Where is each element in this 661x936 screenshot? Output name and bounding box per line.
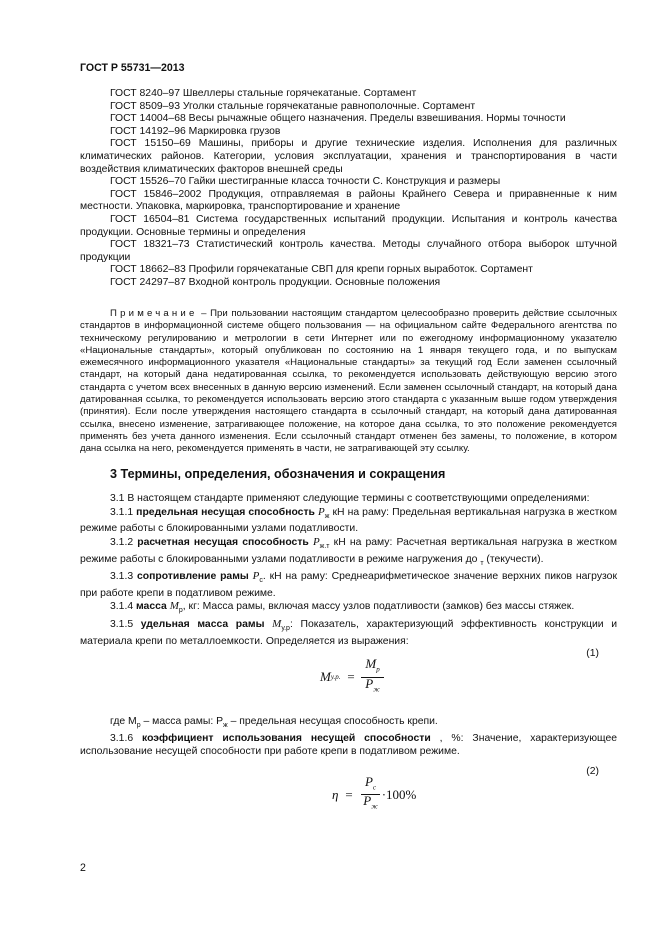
formula-lhs: М	[320, 668, 331, 684]
terms-body	[80, 493, 617, 828]
formula-fraction	[361, 658, 383, 695]
term-name: предельная несущая способность	[136, 506, 315, 518]
term-number: 3.1.5	[110, 619, 141, 631]
reference-list	[80, 88, 617, 290]
formula-1-where	[80, 716, 617, 733]
reference-item: ГОСТ 15846–2002 Продукция, отправляемая в районы Крайнего Севера и приравненные к ним местности. Упаковка, маркировка, транспортирование и хранение	[80, 188, 617, 213]
term-definition: кН на раму: Расчетная вертикальная нагрузка в жестком режиме работы с блокированными узлами податливости в режиме нагружения до	[80, 536, 617, 565]
reference-item: ГОСТ 8509–93 Уголки стальные горячекатаные равнополочные. Сортамент	[110, 100, 476, 112]
formula-2-expression	[332, 776, 416, 813]
denominator-symbol: Р	[365, 675, 374, 691]
note-label: Примечание	[110, 308, 198, 319]
where-mid: – масса рамы: Р	[140, 716, 224, 728]
reference-item: ГОСТ 8240–97 Швеллеры стальные горячекатаные. Сортамент	[110, 88, 417, 99]
term-definition: , кг: Масса рамы, включая массу узлов податливости (замков) без массы стяжек.	[182, 601, 575, 613]
reference-item: ГОСТ 14004–68 Весы рычажные общего назначения. Пределы взвешивания. Нормы точности	[110, 113, 566, 125]
reference-item: ГОСТ 18662–83 Профили горячекатаные СВП для крепи горных выработок. Сортамент	[110, 264, 533, 276]
reference-item: ГОСТ 24297–87 Входной контроль продукции. Основные положения	[110, 276, 441, 288]
term-name: коэффициент использования несущей способности	[142, 733, 431, 745]
formula-fraction	[359, 776, 381, 813]
term-symbol-sub: р	[178, 607, 183, 615]
formula-lhs-sub: у.р.	[330, 672, 341, 681]
term-definition-tail: (текучести).	[483, 553, 544, 565]
formula-denominator	[361, 675, 383, 696]
term-symbol-sub: т	[480, 559, 484, 567]
term-3-1-1	[80, 506, 617, 536]
where-sub: ж	[223, 722, 228, 730]
term-symbol: Р	[312, 535, 320, 548]
where-text: где М	[110, 716, 137, 728]
denominator-sub: ж	[373, 685, 380, 694]
term-number: 3.1.3	[110, 571, 137, 583]
numerator-sub: с	[372, 783, 376, 792]
page-number: 2	[80, 862, 86, 874]
numerator-sub: р	[376, 666, 380, 674]
formula-lhs: η	[332, 786, 339, 802]
term-name: расчетная несущая способность	[137, 536, 309, 548]
term-3-1-4	[80, 600, 617, 618]
reference-item: ГОСТ 15526–70 Гайки шестигранные класса точности С. Конструкция и размеры	[110, 176, 501, 188]
term-name: сопротивление рамы	[136, 571, 249, 583]
term-3-1-3	[80, 570, 617, 600]
term-number: 3.1.4	[110, 601, 136, 613]
term-symbol: М	[272, 618, 282, 631]
term-symbol-sub: с	[259, 577, 263, 585]
term-symbol-sub: у.р	[281, 625, 290, 633]
term-definition: , %: Значение, характеризующее использование несущей способности при работе крепи в податливом режиме.	[80, 733, 618, 757]
reference-item: ГОСТ 15150–69 Машины, приборы и другие технические изделия. Исполнения для различных климатических районов. Категории, условия эксплуатации, хранения и транспортирования в части воздействия климатических факторов внешней среды	[80, 138, 617, 175]
term-3-1-6	[80, 733, 617, 758]
reference-item: ГОСТ 16504–81 Система государственных испытаний продукции. Испытания и контроль качества продукции. Основные термины и определения	[80, 213, 617, 238]
term-name: масса	[136, 601, 167, 613]
formula-equals: =	[346, 668, 356, 684]
denominator-symbol: Р	[363, 793, 372, 809]
note-text: – При пользовании настоящим стандартом целесообразно проверить действие ссылочных стандартов в информационной системе общего пользования — на официальном сайте Федерального агентства по техническому регулированию и метрологии в сети Интернет или по ежегодному информационному указателю «Национальные стандарты», который опубликован по состоянию на 1 января текущего года, и по выпускам ежемесячного информационного указателя «Национальные стандарты» за текущий год Если заменен ссылочный стандарт, на который дана недатированная ссылка, то рекомендуется использовать действующую версию этого стандарта с учетом всех внесенных в данную версию изменений. Если заменен ссылочный стандарт, на который дана датированная ссылка, то рекомендуется использовать версию этого стандарта с указанным выше годом утверждения (принятия). Если после утверждения настоящего стандарта в ссылочный стандарт, на который дана датированная ссылка, внесено изменение, затрагивающее положение, на которое дана ссылка, то это положение рекомендуется применять без учета данного изменения. Если ссылочный стандарт отменен без замены, то положение, в котором дана ссылка на него, рекомендуется применять в части, не затрагивающей эту ссылку.	[80, 308, 617, 455]
section-title: 3 Термины, определения, обозначения и сокращения	[110, 467, 446, 481]
term-definition: . кН на раму: Среднеарифметическое значение верхних пиков нагрузок при работе крепи в податливом режиме.	[80, 571, 617, 599]
where-tail: – предельная несущая способность крепи.	[227, 716, 438, 728]
term-symbol-sub: ж.т	[319, 542, 330, 550]
formula-number: (2)	[586, 766, 599, 778]
term-symbol: М	[169, 600, 179, 613]
numerator-symbol: М	[365, 656, 377, 672]
numerator-symbol: Р	[364, 774, 373, 790]
term-symbol: Р	[318, 505, 325, 518]
term-definition: : Показатель, характеризующий эффективность конструкции и материала крепи по металлоемкости. Определяется из выражения:	[80, 619, 618, 647]
where-sub: р	[136, 722, 141, 730]
term-3-1: 3.1 В настоящем стандарте применяют следующие термины с соответствующими определениями:	[110, 493, 590, 504]
denominator-sub: ж	[371, 803, 378, 812]
standard-header: ГОСТ Р 55731—2013	[80, 62, 185, 74]
term-3-1-2	[80, 536, 617, 570]
formula-1-expression	[320, 658, 384, 695]
term-number: 3.1.6	[110, 733, 143, 745]
term-number: 3.1.1	[110, 506, 137, 518]
term-3-1-5	[80, 618, 617, 648]
term-symbol-sub: ж	[324, 512, 330, 520]
formula-denominator	[359, 795, 381, 813]
term-symbol: Р	[252, 570, 260, 583]
formula-equals: =	[344, 786, 354, 802]
reference-item: ГОСТ 14192–96 Маркировка грузов	[110, 125, 281, 137]
formula-2	[80, 766, 617, 828]
formula-number: (1)	[586, 648, 599, 660]
note-paragraph	[80, 308, 617, 456]
term-name: удельная масса рамы	[140, 619, 265, 631]
reference-item: ГОСТ 18321–73 Статистический контроль качества. Методы случайного отбора выборок штучной продукции	[80, 239, 617, 263]
formula-1	[80, 648, 617, 710]
term-definition: кН на раму: Предельная вертикальная нагрузка в жестком режиме работы с блокированными узлами податливости.	[80, 506, 618, 535]
term-number: 3.1.2	[110, 536, 138, 548]
formula-tail: ·100%	[381, 786, 417, 802]
